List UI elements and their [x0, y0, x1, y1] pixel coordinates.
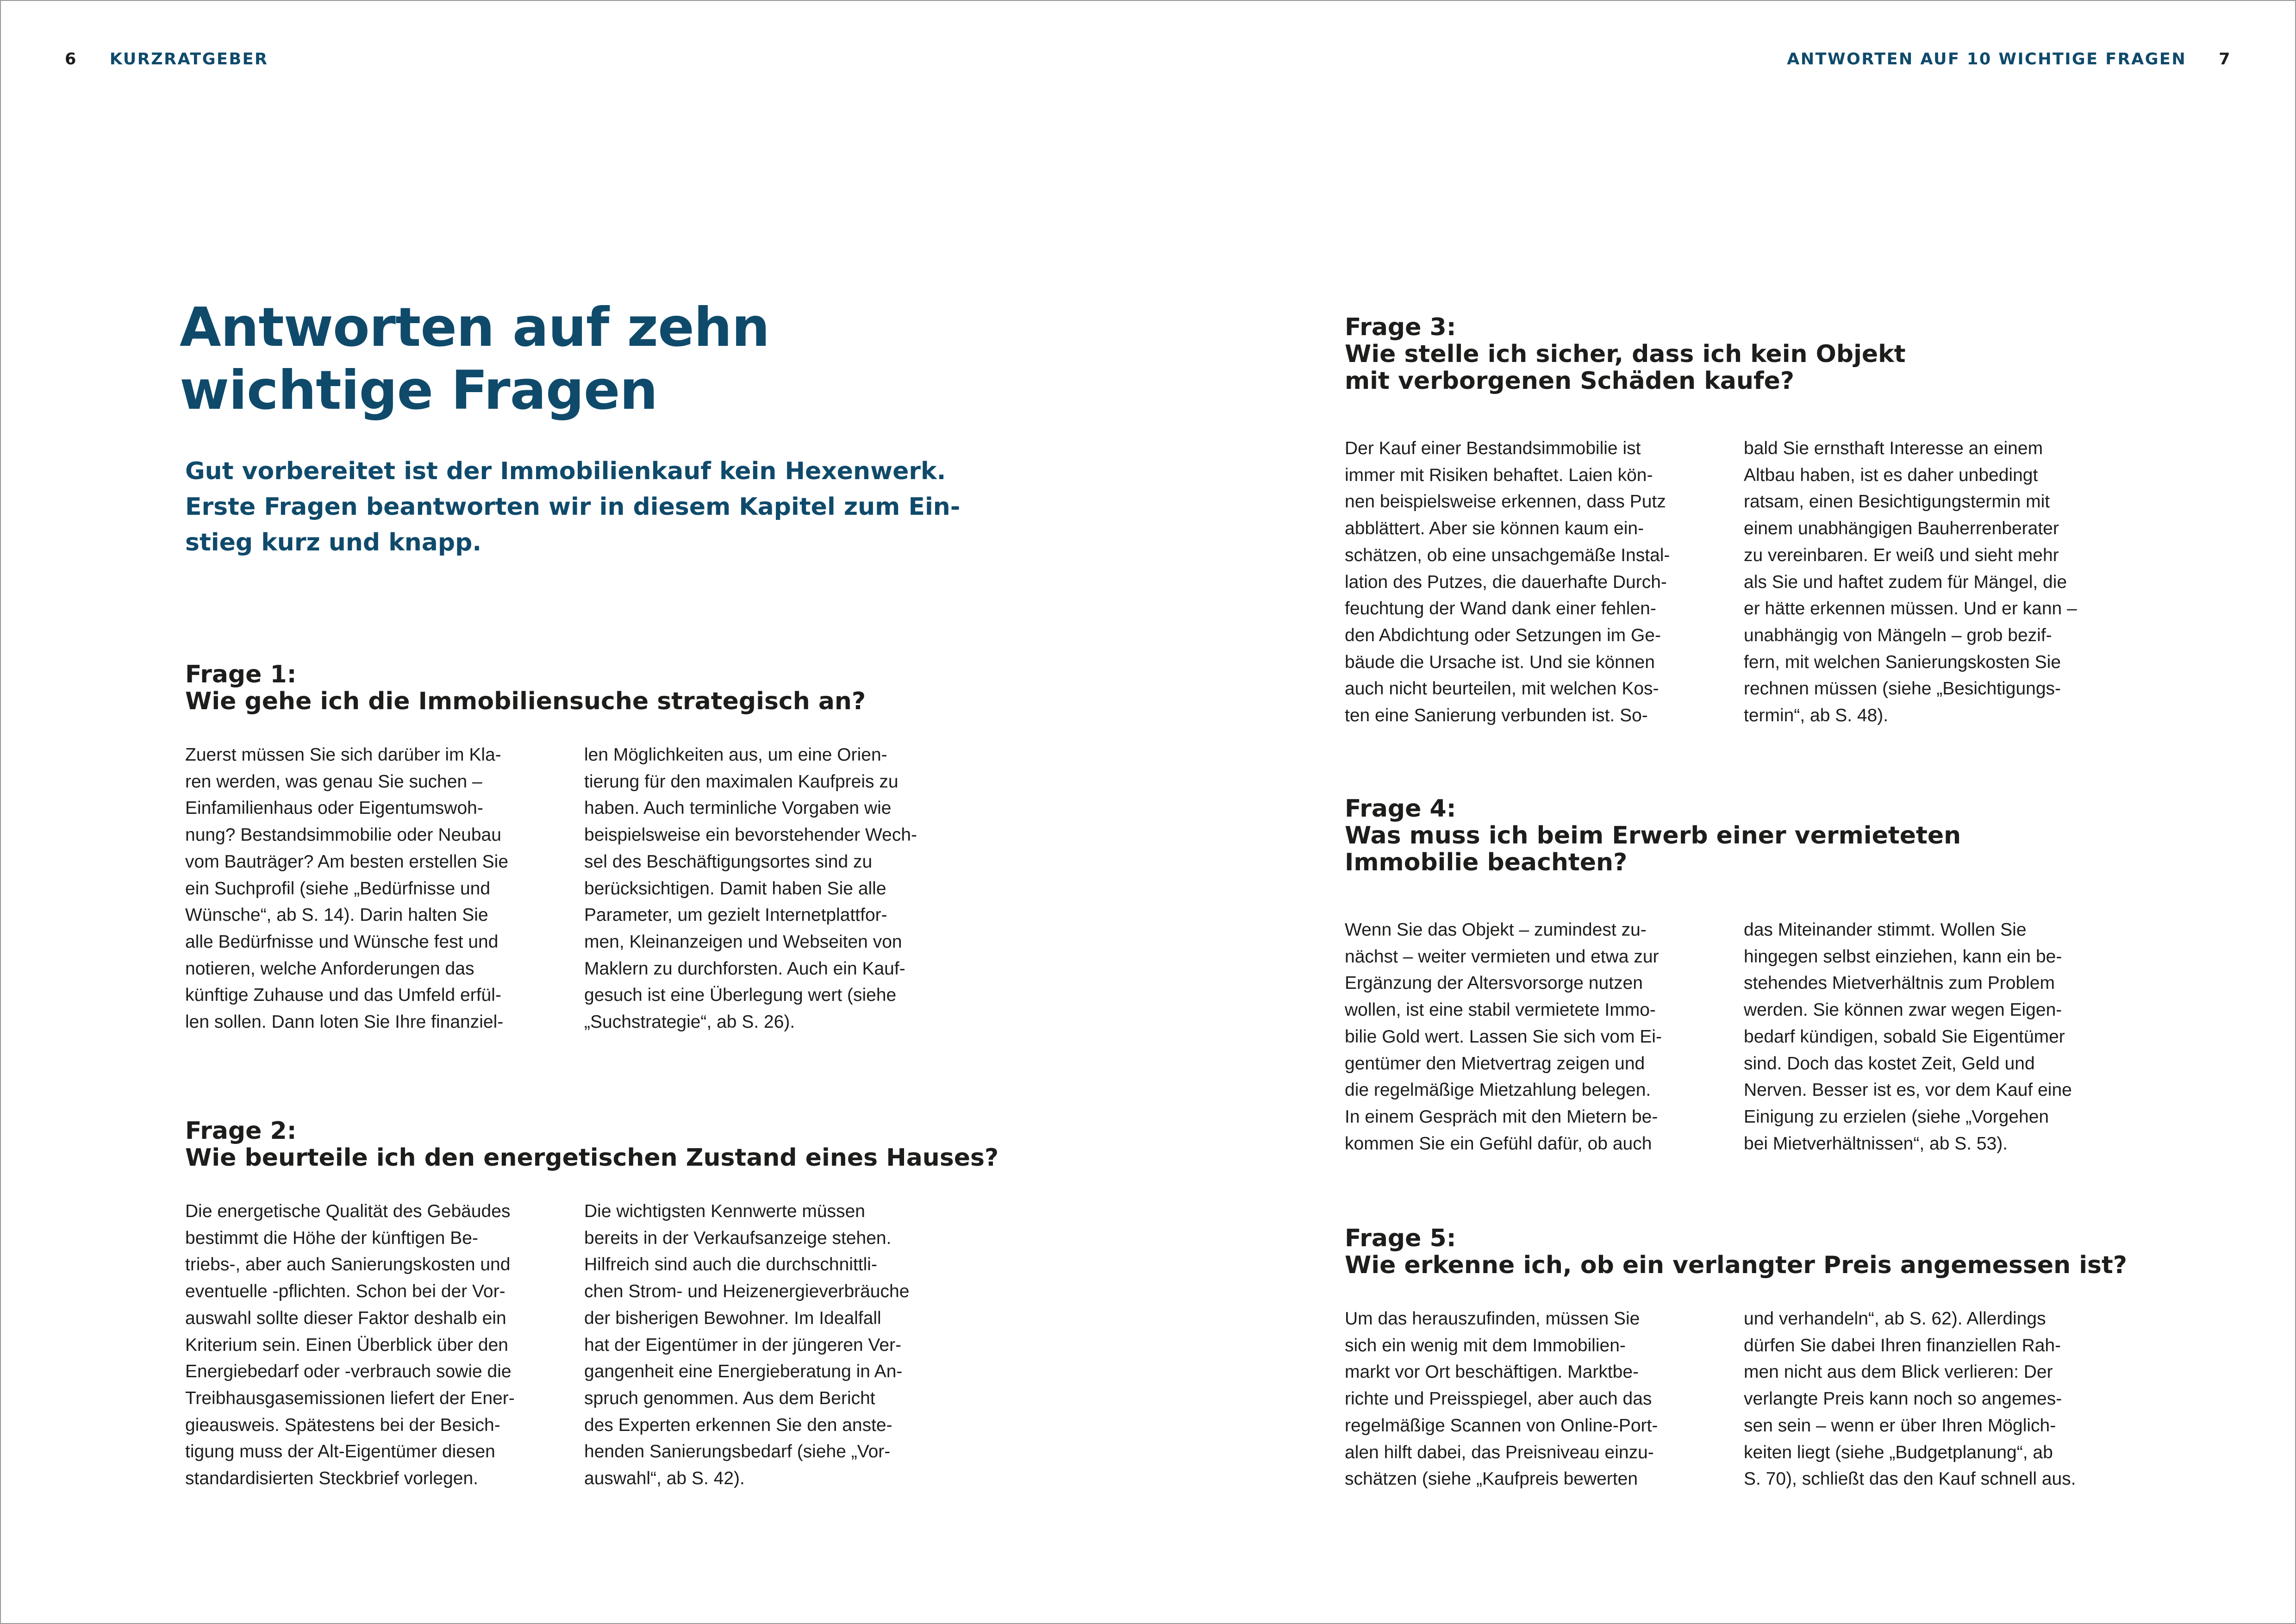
body-line: Einfamilienhaus oder Eigentumswoh- — [185, 798, 483, 818]
running-header-left — [65, 50, 268, 69]
body-line: den Abdichtung oder Setzungen im Ge- — [1345, 625, 1661, 645]
chapter-title-line: wichtige Fragen — [180, 359, 658, 422]
body-line: abblättert. Aber sie können kaum ein- — [1345, 518, 1644, 539]
body-line: Wenn Sie das Objekt – zumindest zu- — [1345, 920, 1647, 940]
question-title-line: mit verborgenen Schäden kaufe? — [1345, 367, 1795, 395]
body-line: In einem Gespräch mit den Mietern be- — [1345, 1106, 1658, 1127]
body-line: gieausweis. Spätestens bei der Besich- — [185, 1415, 500, 1435]
body-line: men nicht aus dem Blick verlieren: Der — [1744, 1362, 2053, 1382]
body-line: Der Kauf einer Bestandsimmobilie ist — [1345, 438, 1641, 458]
body-line: kommen Sie ein Gefühl dafür, ob auch — [1345, 1133, 1652, 1154]
question-title-line: Wie stelle ich sicher, dass ich kein Objekt — [1345, 340, 1906, 368]
body-line: bilie Gold wert. Lassen Sie sich vom Ei- — [1345, 1026, 1662, 1047]
body-column-right — [1744, 435, 2114, 729]
body-column-right — [584, 1198, 955, 1492]
body-line: feuchtung der Wand dank einer fehlen- — [1345, 599, 1656, 619]
lead-line: stieg kurz und knapp. — [185, 529, 482, 556]
body-line: des Experten erkennen Sie den anste- — [584, 1415, 892, 1435]
body-column-right — [1744, 917, 2114, 1157]
body-column-left — [1345, 1305, 1715, 1493]
body-line: auswahl sollte dieser Faktor deshalb ein — [185, 1308, 506, 1328]
running-title-left: KURZRATGEBER — [109, 50, 268, 69]
question-title-line: Immobilie beachten? — [1345, 849, 1628, 876]
body-line: schätzen (siehe „Kaufpreis bewerten — [1345, 1469, 1638, 1489]
body-line: nung? Bestandsimmobilie oder Neubau — [185, 825, 501, 845]
question-body — [1345, 1305, 2143, 1493]
question-title-line: Wie erkenne ich, ob ein verlangter Preis angemessen ist? — [1345, 1251, 2127, 1279]
body-line: alen hilft dabei, das Preisniveau einzu- — [1345, 1442, 1654, 1462]
body-line: als Sie und haftet zudem für Mängel, die — [1744, 572, 2067, 592]
body-line: verlangte Preis kann noch so angemes- — [1744, 1389, 2062, 1409]
body-column-right — [1744, 1305, 2114, 1493]
running-title-right: ANTWORTEN AUF 10 WICHTIGE FRAGEN — [1787, 50, 2187, 69]
body-line: hingegen selbst einziehen, kann ein be- — [1744, 946, 2062, 967]
question-title — [1345, 341, 2143, 394]
body-line: Einigung zu erzielen (siehe „Vorgehen — [1744, 1106, 2049, 1127]
body-line: Kriterium sein. Einen Überblick über den — [185, 1335, 509, 1355]
body-column-right — [584, 742, 955, 1036]
body-line: eventuelle -pflichten. Schon bei der Vor- — [185, 1281, 505, 1302]
body-line: ten eine Sanierung verbunden ist. So- — [1345, 706, 1648, 726]
question-label: Frage 3: — [1345, 313, 1456, 341]
question-title — [1345, 822, 2143, 876]
body-line: Die wichtigsten Kennwerte müssen — [584, 1201, 865, 1221]
body-column-left — [185, 1198, 555, 1492]
lead-line: Gut vorbereitet ist der Immobilienkauf kein Hexenwerk. — [185, 457, 946, 485]
body-line: standardisierten Steckbrief vorlegen. — [185, 1468, 479, 1489]
body-line: Die energetische Qualität des Gebäudes — [185, 1201, 511, 1221]
body-line: der bisherigen Bewohner. Im Idealfall — [584, 1308, 881, 1328]
body-line: unabhängig von Mängeln – grob bezif- — [1744, 625, 2052, 645]
body-line: notieren, welche Anforderungen das — [185, 958, 474, 979]
body-line: regelmäßige Scannen von Online-Port- — [1345, 1415, 1658, 1436]
body-line: bestimmt die Höhe der künftigen Be- — [185, 1228, 478, 1248]
question-title-line: Was muss ich beim Erwerb einer vermieteten — [1345, 822, 1961, 849]
body-line: Um das herauszufinden, müssen Sie — [1345, 1309, 1640, 1329]
question-section-2 — [185, 1118, 998, 1492]
body-line: alle Bedürfnisse und Wünsche fest und — [185, 931, 499, 952]
body-line: fern, mit welchen Sanierungskosten Sie — [1744, 652, 2061, 672]
body-line: Treibhausgasemissionen liefert der Ener- — [185, 1388, 515, 1408]
body-line: richte und Preisspiegel, aber auch das — [1345, 1389, 1652, 1409]
question-section-3 — [1345, 314, 2143, 729]
body-line: Ergänzung der Altersvorsorge nutzen — [1345, 973, 1643, 993]
body-line: auswahl“, ab S. 42). — [584, 1468, 745, 1489]
body-line: rechnen müssen (siehe „Besichtigungs- — [1744, 679, 2061, 699]
body-line: Altbau haben, ist es daher unbedingt — [1744, 465, 2038, 485]
body-line: einem unabhängigen Bauherrenberater — [1744, 518, 2059, 539]
question-title — [185, 688, 983, 715]
page-number-right: 7 — [2219, 50, 2231, 69]
body-column-left — [1345, 917, 1715, 1157]
body-line: bei Mietverhältnissen“, ab S. 53). — [1744, 1133, 2008, 1154]
question-title-line: Wie beurteile ich den energetischen Zustand eines Hauses? — [185, 1144, 999, 1172]
lead-paragraph — [185, 454, 961, 561]
body-line: das Miteinander stimmt. Wollen Sie — [1744, 920, 2027, 940]
body-line: beispielsweise ein bevorstehender Wech- — [584, 825, 917, 845]
body-line: ein Suchprofil (siehe „Bedürfnisse und — [185, 878, 491, 899]
body-line: nächst – weiter vermieten und etwa zur — [1345, 946, 1659, 967]
body-line: immer mit Risiken behaftet. Laien kön- — [1345, 465, 1653, 485]
question-label: Frage 5: — [1345, 1224, 1456, 1252]
body-line: er hätte erkennen müssen. Und er kann – — [1744, 599, 2077, 619]
body-line: „Suchstrategie“, ab S. 26). — [584, 1012, 795, 1032]
body-line: bald Sie ernsthaft Interesse an einem — [1744, 438, 2043, 458]
body-column-left — [185, 742, 555, 1036]
body-line: bedarf kündigen, sobald Sie Eigentümer — [1744, 1026, 2065, 1047]
question-body — [185, 742, 983, 1036]
body-column-left — [1345, 435, 1715, 729]
question-body — [1345, 917, 2143, 1157]
lead-line: Erste Fragen beantworten wir in diesem Kapitel zum Ein- — [185, 493, 961, 521]
body-line: stehendes Mietverhältnis zum Problem — [1744, 973, 2055, 993]
chapter-title — [180, 296, 769, 422]
body-line: Nerven. Besser ist es, vor dem Kauf eine — [1744, 1080, 2072, 1100]
body-line: len Möglichkeiten aus, um eine Orien- — [584, 745, 887, 765]
body-line: men, Kleinanzeigen und Webseiten von — [584, 931, 902, 952]
body-line: Parameter, um gezielt Internetplattfor- — [584, 905, 887, 925]
question-title — [185, 1144, 998, 1171]
body-line: keiten liegt (siehe „Budgetplanung“, ab — [1744, 1442, 2053, 1462]
body-line: gentümer den Mietvertrag zeigen und — [1345, 1053, 1645, 1074]
body-line: die regelmäßige Mietzahlung belegen. — [1345, 1080, 1651, 1100]
body-line: berücksichtigen. Damit haben Sie alle — [584, 878, 886, 899]
chapter-title-line: Antworten auf zehn — [180, 296, 770, 359]
body-line: hat der Eigentümer in der jüngeren Ver- — [584, 1335, 902, 1355]
body-line: chen Strom- und Heizenergieverbräuche — [584, 1281, 910, 1302]
body-line: markt vor Ort beschäftigen. Marktbe- — [1345, 1362, 1639, 1382]
body-line: lation des Putzes, die dauerhafte Durch- — [1345, 572, 1667, 592]
question-section-4 — [1345, 795, 2143, 1157]
body-line: S. 70), schließt das den Kauf schnell aus. — [1744, 1469, 2076, 1489]
body-line: tigung muss der Alt-Eigentümer diesen — [185, 1442, 495, 1462]
body-line: ratsam, einen Besichtigungstermin mit — [1744, 492, 2050, 512]
body-line: dürfen Sie dabei Ihren finanziellen Rah- — [1744, 1335, 2061, 1355]
body-line: sich ein wenig mit dem Immobilien- — [1345, 1335, 1626, 1355]
question-body — [1345, 435, 2143, 729]
body-line: gesuch ist eine Überlegung wert (siehe — [584, 985, 897, 1006]
question-label: Frage 2: — [185, 1117, 297, 1145]
question-section-5 — [1345, 1225, 2143, 1493]
body-line: gangenheit eine Energieberatung in An- — [584, 1362, 903, 1382]
body-line: Maklern zu durchforsten. Auch ein Kauf- — [584, 958, 905, 979]
body-line: wollen, ist eine stabil vermietete Immo- — [1345, 1000, 1656, 1020]
question-title — [1345, 1252, 2143, 1279]
body-line: schätzen, ob eine unsachgemäße Instal- — [1345, 545, 1670, 565]
body-line: künftige Zuhause und das Umfeld erfül- — [185, 985, 501, 1006]
body-line: nen beispielsweise erkennen, dass Putz — [1345, 492, 1666, 512]
body-line: zu vereinbaren. Er weiß und sieht mehr — [1744, 545, 2059, 565]
body-line: ren werden, was genau Sie suchen – — [185, 771, 482, 792]
body-line: termin“, ab S. 48). — [1744, 706, 1889, 726]
body-line: tierung für den maximalen Kaufpreis zu — [584, 771, 898, 792]
body-line: sen sein – wenn er über Ihren Möglich- — [1744, 1415, 2056, 1436]
body-line: vom Bauträger? Am besten erstellen Sie — [185, 851, 509, 872]
body-line: auch nicht beurteilen, mit welchen Kos- — [1345, 679, 1659, 699]
body-line: Zuerst müssen Sie sich darüber im Kla- — [185, 745, 501, 765]
question-section-1 — [185, 661, 983, 1036]
page-number-left: 6 — [65, 50, 77, 69]
body-line: triebs-, aber auch Sanierungskosten und — [185, 1255, 511, 1275]
body-line: haben. Auch terminliche Vorgaben wie — [584, 798, 892, 818]
body-line: bereits in der Verkaufsanzeige stehen. — [584, 1228, 892, 1248]
body-line: sind. Doch das kostet Zeit, Geld und — [1744, 1053, 2035, 1074]
body-line: spruch genommen. Aus dem Bericht — [584, 1388, 875, 1408]
body-line: bäude die Ursache ist. Und sie können — [1345, 652, 1655, 672]
question-label: Frage 1: — [185, 661, 297, 688]
body-line: henden Sanierungsbedarf (siehe „Vor- — [584, 1442, 891, 1462]
body-line: Energiebedarf oder -verbrauch sowie die — [185, 1362, 512, 1382]
question-label: Frage 4: — [1345, 795, 1456, 823]
body-line: sel des Beschäftigungsortes sind zu — [584, 851, 873, 872]
body-line: werden. Sie können zwar wegen Eigen- — [1744, 1000, 2062, 1020]
body-line: und verhandeln“, ab S. 62). Allerdings — [1744, 1309, 2046, 1329]
question-body — [185, 1198, 998, 1492]
body-line: Hilfreich sind auch die durchschnittli- — [584, 1255, 877, 1275]
question-title-line: Wie gehe ich die Immobiliensuche strategisch an? — [185, 687, 866, 715]
body-line: len sollen. Dann loten Sie Ihre finanziel- — [185, 1012, 504, 1032]
running-header-right — [1787, 50, 2231, 69]
body-line: Wünsche“, ab S. 14). Darin halten Sie — [185, 905, 488, 925]
